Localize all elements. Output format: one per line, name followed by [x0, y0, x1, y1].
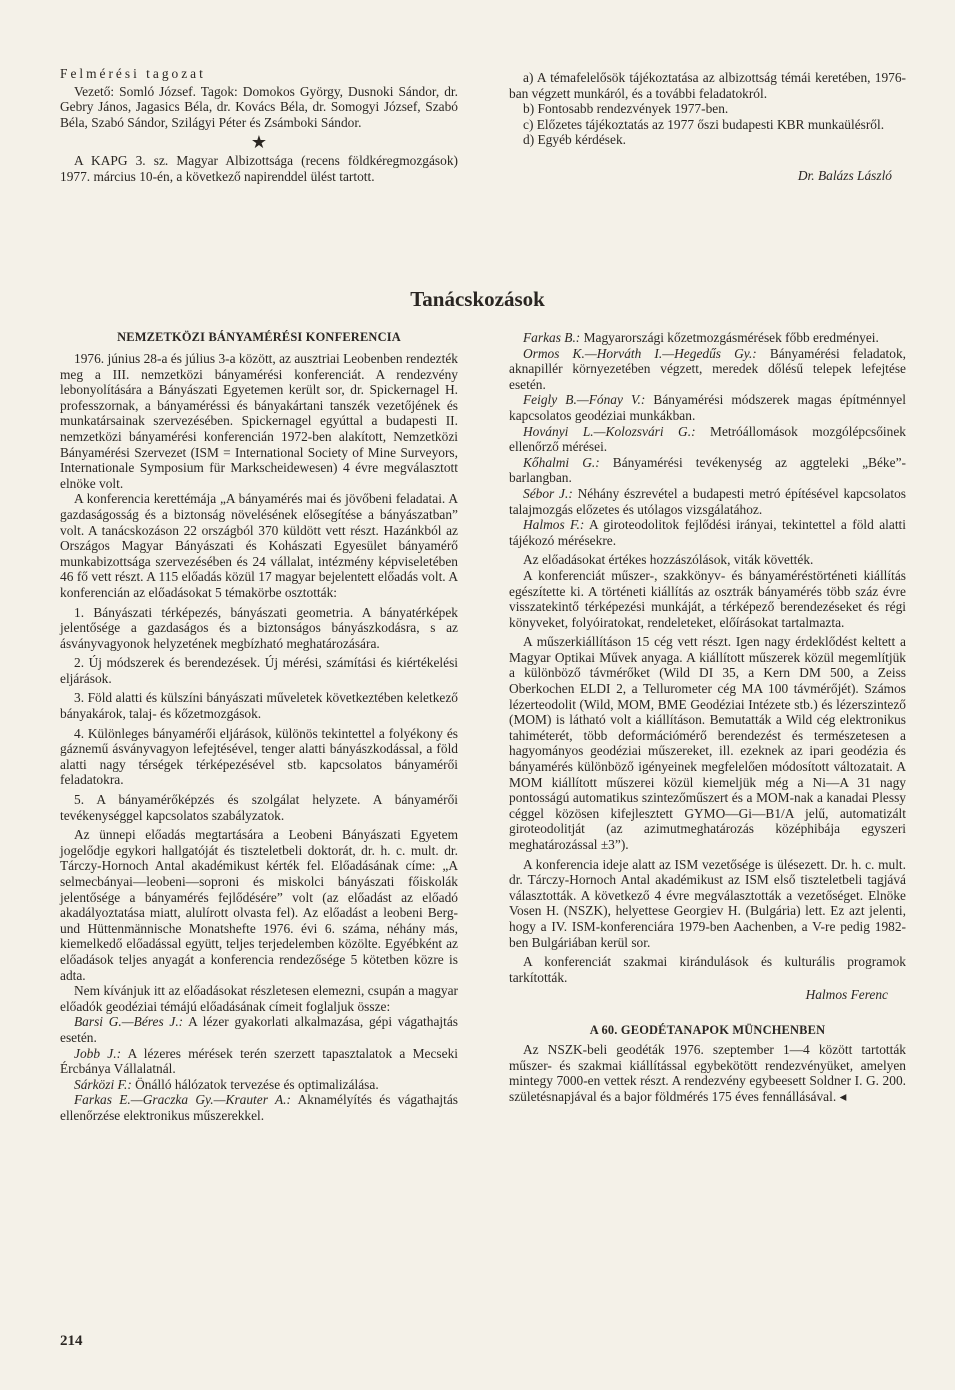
- paragraph: Az előadásokat értékes hozzászólások, viták követték.: [523, 552, 814, 568]
- star-separator-icon: ★: [250, 132, 268, 153]
- talk-entry: [509, 346, 906, 393]
- munich-paragraph: [509, 1042, 906, 1104]
- agenda-item: c) Előzetes tájékoztatás az 1977 őszi budapesti KBR munkaülésről.: [523, 116, 885, 132]
- talk-authors: Farkas B.:: [523, 330, 581, 345]
- talk-authors: Halmos F.:: [523, 517, 585, 533]
- paragraph: A konferenciát műszer-, szakkönyv- és bányaméréstörténeti kiállítás egészítette ki. A történeti kiállítás az osztrák bányamérés több száz évre visszatekintő térképezési munkáját, a térképező berendezéseket és régi könyveket, folyóiratokat, rendeleteket, előírásokat tartalmazta.: [509, 567, 906, 630]
- agenda-item: b) Fontosabb rendezvények 1977-ben.: [523, 101, 729, 117]
- talk-authors: Sárközi F.:: [74, 1076, 132, 1092]
- talk-title: A lézeres mérések terén szerzett tapasztalatok a Mecseki Ércbánya Vállalatnál.: [60, 1045, 458, 1077]
- talk-entry: [60, 1014, 458, 1045]
- conference-signature: Halmos Ferenc: [805, 987, 888, 1003]
- topic-item: 3. Föld alatti és külszíni bányászati műveletek következtében keletkező bányakárok, talaj- és kőzetmozgások.: [60, 690, 458, 722]
- agenda-item: d) Egyéb kérdések.: [523, 132, 626, 148]
- munich-text: Az NSZK-beli geodéták 1976. szeptember 1—4 között tartották műszer- és szakmai kiállítással egybekötött rendezvényüket, amelyen mintegy 7000-en vettek részt. A rendezvény egybeesett Soldner I. G. 200. születésnapjával és a bajor földmérés 175 éves fennállásával.: [509, 1041, 906, 1104]
- agenda-section: [509, 70, 906, 184]
- topic-item: 5. A bányamérőképzés és szolgálat helyzete. A bányamérői tevékenységgel kapcsolatos szabályzatok.: [60, 792, 458, 823]
- talk-authors: Barsi G.—Béres J.:: [74, 1014, 184, 1030]
- munich-title: A 60. GEODÉTANAPOK MÜNCHENBEN: [589, 1022, 826, 1037]
- talk-authors: Hoványi L.—Kolozsvári G.:: [523, 423, 696, 439]
- talk-authors: Feigly B.—Fónay V.:: [523, 392, 646, 408]
- topic-item: 4. Különleges bányamérői eljárások, különös tekintettel a folyékony és gáznemű ásványvagyon lefejtésével, tenger alatti bányászkodással, a föld alatti nagy térségek térképezésével stb. kapcsolatos bányamérői feladatokra.: [60, 725, 458, 788]
- paragraph: Az ünnepi előadás megtartására a Leobeni Bányászati Egyetem jogelődje egykori hallgatóját és tiszteletbeli doktorát, dr. h. c. mult. dr. Tárczy-Hornoch Antal akadémikust kérték fel. Előadásának címe: „A selmecbányai—leobeni—soproni és miskolci bányászati főiskolák jelentősége a bányamérés fejlődésére” volt (az előadást az előadó akadályoztatása miatt, alulírott olvasta fel). Az előadást a leobeni Berg- und Hüttenmännische Monatshefte 1976. évi 6. száma, néhány más, kiemelkedő előadással együtt, teljes terjedelemben közölte. Egyébként az előadások teljes anyagát a konferencia rendezősége 5 kötetben közre is adta.: [60, 827, 458, 983]
- conference-left-column: [60, 330, 458, 1124]
- section-banner: Tanácskozások: [410, 287, 545, 311]
- talk-title: Bányamérési feladatok, aknapillér környezetében végzett, meredek dőlésű telepek lefejtése esetén.: [509, 345, 906, 392]
- talk-authors: Farkas E.—Graczka Gy.—Krauter A.:: [74, 1092, 291, 1108]
- survey-members: Vezető: Somló József. Tagok: Domokos György, Dusnoki Sándor, dr. Gebry János, Jagasics Béla, dr. Kovács Béla, dr. Somogyi József, Szabó Béla, Szabó Sándor, Szilágyi Péter és Zsámboki Sándor.: [60, 83, 458, 130]
- conference-title: NEMZETKÖZI BÁNYAMÉRÉSI KONFERENCIA: [117, 330, 401, 344]
- talk-authors: Jobb J.:: [74, 1045, 122, 1061]
- agenda-item: a) A témafelelősök tájékoztatása az albizottság témái keretében, 1976-ban végzett munkáról, és a további feladatokról.: [509, 70, 906, 101]
- paragraph: A konferencia kerettémája „A bányamérés mai és jövőbeni feladatai. A gazdaságosság és a biztonság növelésének elősegítése a bányászatban” volt. A tanácskozáson 22 országból 370 küldött vett részt. Hazánkból az Országos Magyar Bányászati és Kohászati Egyesület bányamérő munkabizottsága szervezésében és 24 vállalat, intézmény képviseletében 46 fő vett részt. A 115 előadás közül 17 magyar bejelentett előadás volt. A konferencián az előadásokat 5 témakörbe osztották:: [60, 491, 458, 600]
- conference-right-column: [509, 330, 906, 1104]
- talk-authors: Sébor J.:: [523, 485, 573, 501]
- survey-meeting-intro: A KAPG 3. sz. Magyar Albizottsága (recens földkéregmozgások) 1977. március 10-én, a következő napirenddel ülést tartott.: [60, 153, 458, 184]
- paragraph: A műszerkiállításon 15 cég vett részt. Igen nagy érdeklődést keltett a Magyar Optikai Művek anyaga. A kiállított műszerek közül megemlítjük a különböző távmérőket (Wild DI 35, a Kern DM 500, a Zeiss Oberkochen ELDI 2, a Tellurometer cég MA 100 távmérőjét). Számos lézerteodolit (Wild, MOM, BME Geodéziai Intézete stb.) és lézerszintező (MOM) is látható volt a kiállításon. Bemutatták a Wild cég elektronikus tahiméterét, több deformációmérő berendezést és természetesen a hagyományos geodéziai műszereket, ill. ezeknek az ipari geodézia és bányamérés különböző igényeinek megfelelően módosított változatait. A MOM kiállított műszerei közül kiemeljük még a Ni—A 31 nagy pontosságú automatikus szintezőműszert és a MOM-nak a kanadai Plessy céggel közösen kifejlesztett GYMO—Gi—B1/A jelű, automatizált giroteodolitját (az azimutmeghatározás középhibája egyszeri meghatározással ±3”).: [509, 634, 906, 852]
- talk-title: Aknamélyítés és vágathajtás ellenőrzése elektronikus műszerekkel.: [60, 1092, 458, 1123]
- talk-title: Metróállomások mozgólépcsőinek ellenőrző mérései.: [509, 423, 906, 455]
- paragraph: Nem kívánjuk itt az előadásokat részletesen elemezni, csupán a magyar előadók geodéziai témájú előadásának címeit foglaljuk össze:: [60, 983, 458, 1014]
- talk-entry: [60, 1092, 458, 1123]
- talk-entry: [60, 1046, 458, 1077]
- paragraph: A konferencia ideje alatt az ISM vezetősége is ülésezett. Dr. h. c. mult. dr. Tárczy-Hornoch Antal akadémikust az ISM első tiszteletbeli tagjává választották. A következő 4 évre megválasztották a vezetőséget. Elnöke Vosen H. (NSZK), helyettese Georgiev H. (Bulgária) lett. Ez azt jelenti, hogy a IV. ISM-konferenciára 1979-ben Aachenben, a V-re pedig 1982-ben Bulgáriában kerül sor.: [509, 856, 906, 950]
- page-number: 214: [60, 1333, 83, 1349]
- talk-title: Néhány észrevétel a budapesti metró építésével kapcsolatos talajmozgás előzetes és utólagos vizsgálatához.: [509, 485, 906, 517]
- talk-entry: [509, 486, 906, 517]
- talk-authors: Ormos K.—Horváth I.—Hegedűs Gy.:: [523, 345, 757, 361]
- talk-title: Bányamérési módszerek magas építménnyel kapcsolatos geodéziai munkákban.: [509, 392, 906, 423]
- talk-title: Önálló hálózatok tervezése és optimalizálása.: [135, 1076, 379, 1092]
- end-mark-icon: ◂: [839, 1088, 847, 1104]
- talk-title: A lézer gyakorlati alkalmazása, gépi vágathajtás esetén.: [60, 1014, 458, 1045]
- talk-entry: [509, 424, 906, 455]
- talk-authors: Kőhalmi G.:: [523, 454, 600, 470]
- survey-section: [60, 66, 458, 185]
- talk-entry: [509, 517, 906, 548]
- talk-title: A giroteodolitok fejlődési irányai, tekintettel a föld alatti tájékozó mérésekre.: [509, 517, 906, 548]
- paragraph: A konferenciát szakmai kirándulások és kulturális programok tarkították.: [509, 954, 906, 985]
- topic-item: 2. Új módszerek és berendezések. Új mérési, számítási és kiértékelési eljárások.: [60, 655, 458, 686]
- talk-title: Magyarországi kőzetmozgásmérések főbb eredményei.: [583, 330, 879, 345]
- paragraph: 1976. június 28-a és július 3-a között, az ausztriai Leobenben rendezték meg a III. nemzetközi bányamérési konferenciát. A rendezvény lebonyolítására a Bányászati Egyetemen került sor, dr. Spickernagel H. professzornak, a bányaméréssi és bányakártani tanszék vezetőjének és munkatársainak szervezésében. Spickernagel egyúttal a budapesti II. nemzetközi bányamérési konferencián 1972-ben alakított, Nemzetközi Bányamérési Szervezet (ISM = International Society of Mine Surveyors, Internationale Symposium für Markscheidewesen) 4 évre megválasztott elnöke volt.: [60, 351, 458, 491]
- talk-entry: [509, 392, 906, 423]
- talk-entry: [509, 455, 906, 486]
- talk-entry: [509, 330, 906, 346]
- talk-entry: [60, 1077, 458, 1093]
- survey-signature: Dr. Balázs László: [797, 167, 892, 183]
- survey-title: Felmérési tagozat: [60, 66, 206, 81]
- topic-item: 1. Bányászati térképezés, bányászati geometria. A bányatérképek jelentősége a gazdaságos és a biztonságos bányászkodásra, s az ásványvagyonok helyzetének megbízható meghatározására.: [60, 604, 458, 651]
- talk-title: Bányamérési tevékenység az aggteleki „Béke”-barlangban.: [509, 454, 906, 486]
